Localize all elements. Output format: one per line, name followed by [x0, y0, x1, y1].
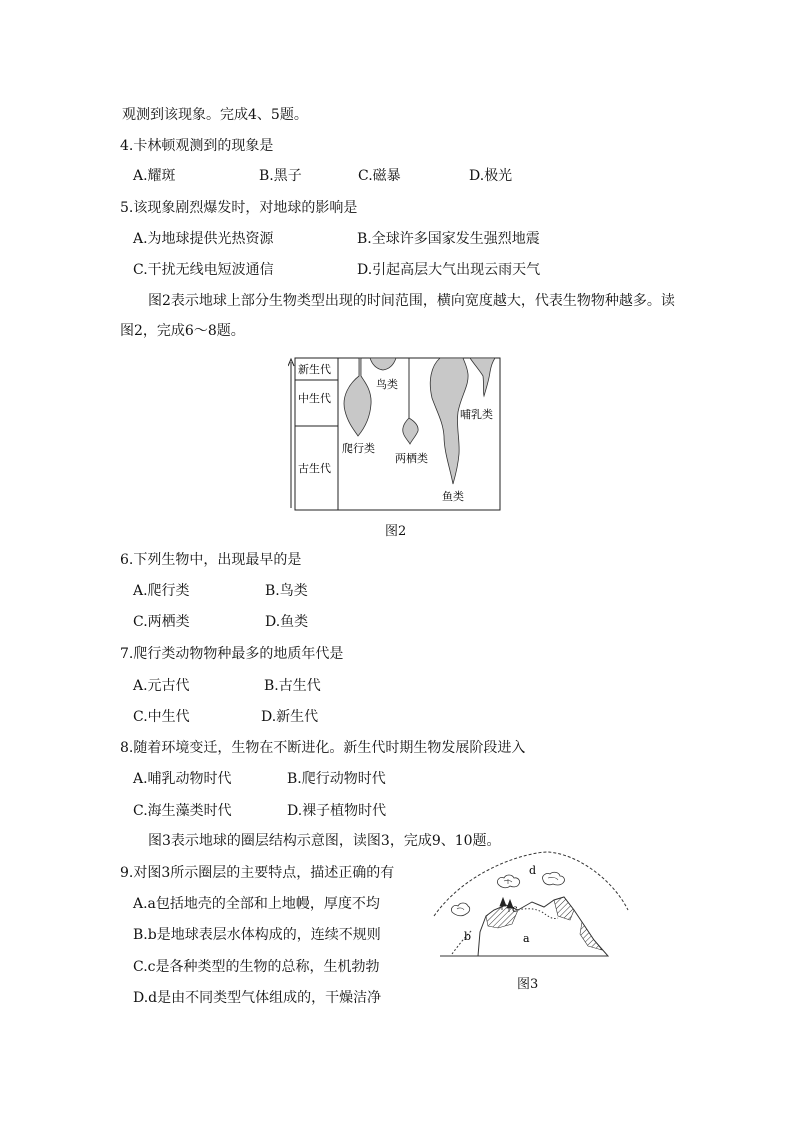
q8-option-a[interactable]: A.哺乳动物时代	[133, 771, 232, 787]
question-7-stem: 7.爬行类动物物种最多的地质年代是	[120, 646, 344, 662]
figure-2-evolution-chart	[288, 356, 504, 512]
era-label-mesozoic: 中生代	[298, 392, 331, 405]
cloud-icon	[497, 875, 519, 888]
q7-option-c[interactable]: C.中生代	[133, 709, 190, 725]
figure-3-spheres-diagram	[428, 850, 633, 965]
figure-3-caption: 图3	[517, 977, 539, 992]
question-9-stem: 9.对图3所示圈层的主要特点，描述正确的有	[120, 865, 395, 881]
q7-option-b[interactable]: B.古生代	[264, 678, 321, 694]
intro-continuation: 观测到该现象。完成4、5题。	[122, 107, 308, 123]
q9-option-c[interactable]: C.c是各种类型的生物的总称，生机勃勃	[133, 959, 380, 975]
q9-option-d[interactable]: D.d是由不同类型气体组成的，干燥洁净	[133, 990, 382, 1006]
q4-option-b[interactable]: B.黑子	[259, 168, 302, 184]
label-d: d	[529, 864, 537, 877]
fish-shape	[430, 358, 468, 484]
figure-2-intro-line1: 图2表示地球上部分生物类型出现的时间范围，横向宽度越大，代表生物物种越多。读	[148, 293, 675, 309]
question-8-stem: 8.随着环境变迁，生物在不断进化。新生代时期生物发展阶段进入	[120, 740, 526, 756]
cloud-icon	[451, 903, 469, 916]
q9-option-a[interactable]: A.a包括地壳的全部和上地幔，厚度不均	[133, 896, 380, 912]
q4-option-d[interactable]: D.极光	[469, 168, 513, 184]
era-label-paleozoic: 古生代	[298, 462, 331, 475]
reptiles-shape	[344, 358, 371, 436]
birds-shape	[370, 358, 396, 370]
group-label-birds: 鸟类	[376, 378, 398, 391]
label-c: c	[512, 904, 518, 915]
q6-option-c[interactable]: C.两栖类	[133, 614, 190, 630]
question-6-stem: 6.下列生物中，出现最早的是	[120, 552, 302, 568]
label-b: b	[464, 930, 472, 943]
q6-option-a[interactable]: A.爬行类	[133, 583, 190, 599]
q6-option-d[interactable]: D.鱼类	[265, 614, 309, 630]
q7-option-a[interactable]: A.元古代	[133, 678, 190, 694]
q4-option-a[interactable]: A.耀斑	[133, 168, 176, 184]
group-label-reptiles: 爬行类	[342, 442, 375, 455]
group-label-amphibians: 两栖类	[395, 452, 428, 465]
q9-option-b[interactable]: B.b是地球表层水体构成的，连续不规则	[133, 927, 381, 943]
amphibians-shape	[403, 418, 418, 444]
q8-option-d[interactable]: D.裸子植物时代	[287, 803, 387, 819]
cloud-icon	[543, 872, 565, 885]
era-label-cenozoic: 新生代	[298, 363, 331, 376]
q6-option-b[interactable]: B.鸟类	[265, 583, 308, 599]
q5-option-b[interactable]: B.全球许多国家发生强烈地震	[357, 231, 540, 247]
q5-option-d[interactable]: D.引起高层大气出现云雨天气	[357, 262, 541, 278]
question-4-stem: 4.卡林顿观测到的现象是	[120, 138, 274, 154]
q8-option-c[interactable]: C.海生藻类时代	[133, 803, 232, 819]
q4-option-c[interactable]: C.磁暴	[358, 168, 401, 184]
figure-2-intro-line2: 图2，完成6～8题。	[120, 323, 245, 339]
figure-2-caption: 图2	[385, 524, 407, 539]
question-5-stem: 5.该现象剧烈爆发时，对地球的影响是	[120, 200, 358, 216]
group-label-mammals: 哺乳类	[460, 408, 493, 421]
figure-3-intro: 图3表示地球的圈层结构示意图，读图3，完成9、10题。	[148, 833, 501, 849]
label-a: a	[523, 932, 530, 945]
q8-option-b[interactable]: B.爬行动物时代	[287, 771, 386, 787]
group-label-fish: 鱼类	[442, 490, 464, 503]
q5-option-c[interactable]: C.干扰无线电短波通信	[133, 262, 274, 278]
mammals-shape	[470, 358, 495, 396]
q5-option-a[interactable]: A.为地球提供光热资源	[133, 231, 274, 247]
q7-option-d[interactable]: D.新生代	[261, 709, 319, 725]
